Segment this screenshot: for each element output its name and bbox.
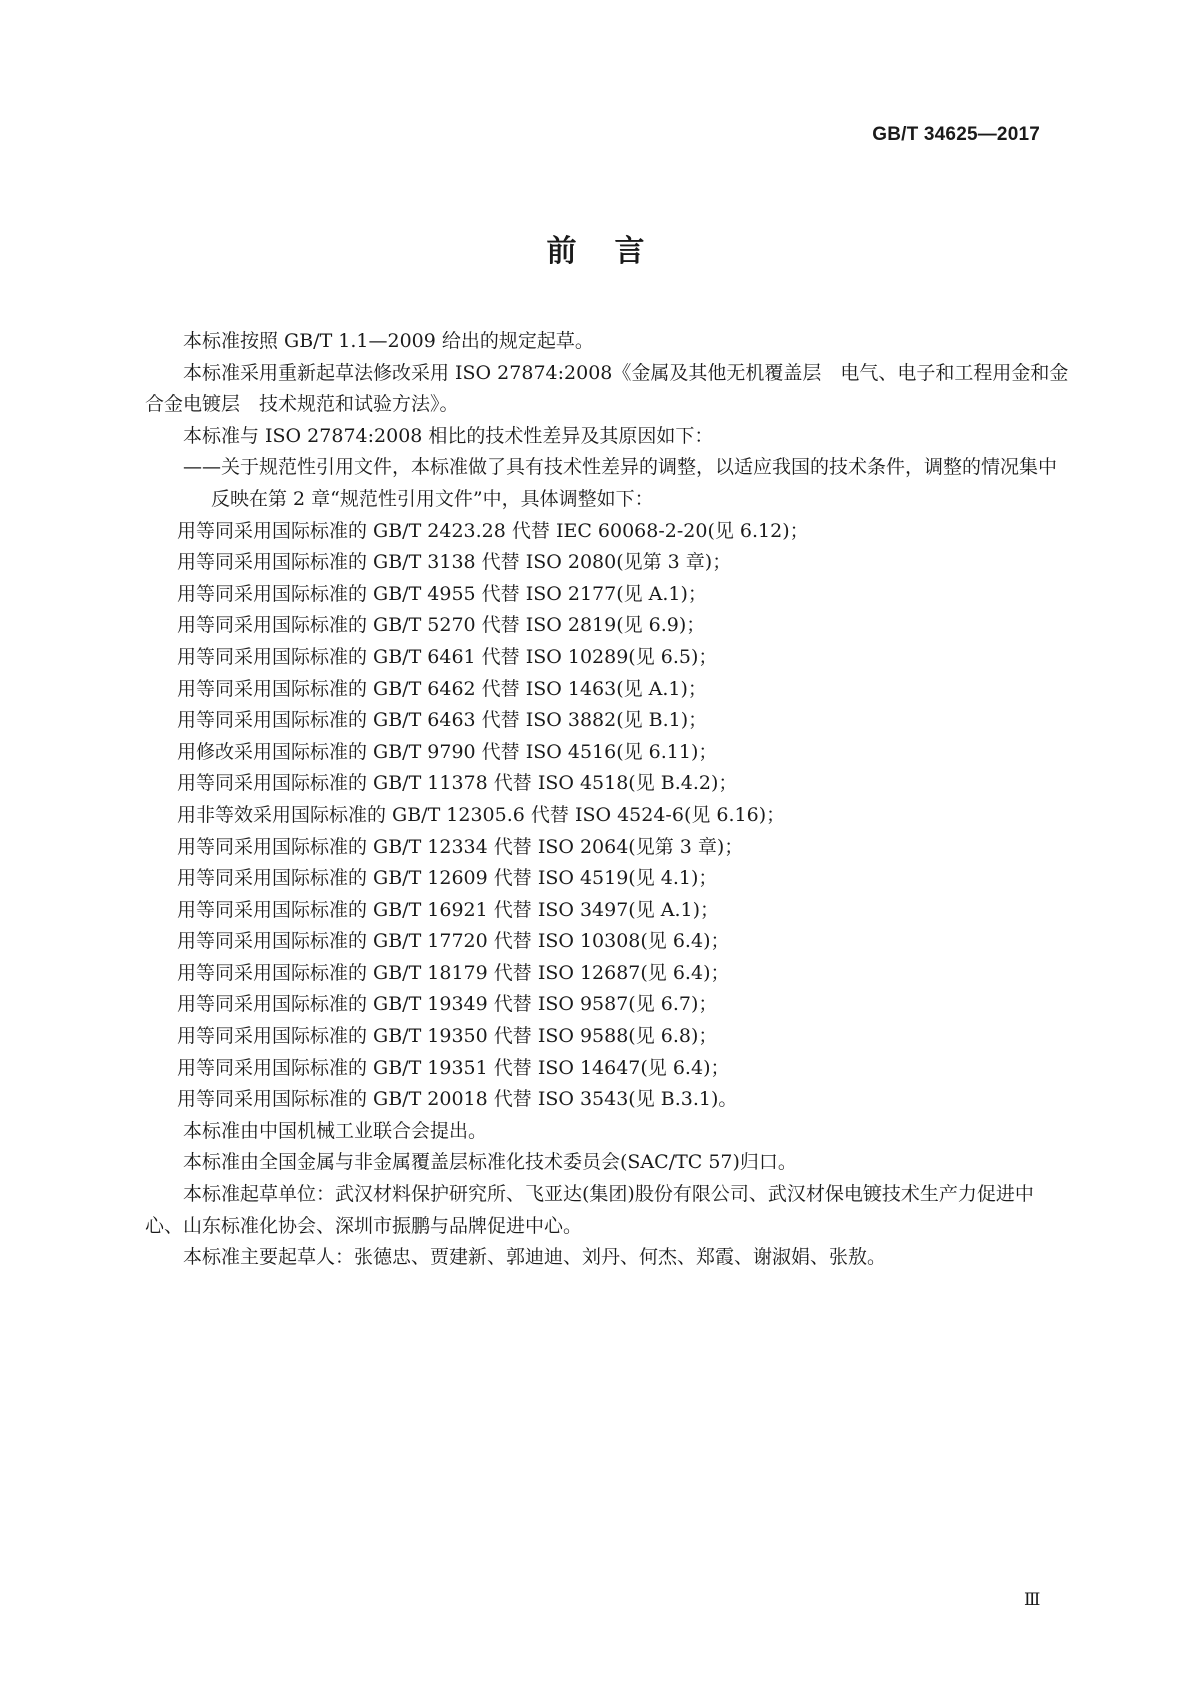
reference-item: 用等同采用国际标准的 GB/T 12609 代替 ISO 4519(见 4.1)； <box>177 867 718 890</box>
reference-item: 用等同采用国际标准的 GB/T 19350 代替 ISO 9588(见 6.8)； <box>177 1025 718 1048</box>
reference-item: 用修改采用国际标准的 GB/T 9790 代替 ISO 4516(见 6.11)； <box>177 740 718 763</box>
paragraph-differences: 本标准与 ISO 27874:2008 相比的技术性差异及其原因如下： <box>183 424 714 447</box>
reference-list <box>145 516 1069 1116</box>
standard-code: GB/T 34625—2017 <box>872 124 1040 145</box>
reference-item: 用等同采用国际标准的 GB/T 19349 代替 ISO 9587(见 6.7)； <box>177 993 718 1016</box>
reference-item: 用等同采用国际标准的 GB/T 19351 代替 ISO 14647(见 6.4)； <box>177 1056 730 1079</box>
reference-item: 用非等效采用国际标准的 GB/T 12305.6 代替 ISO 4524-6(见 6.16)； <box>177 803 786 826</box>
reference-item: 用等同采用国际标准的 GB/T 3138 代替 ISO 2080(见第 3 章)； <box>177 551 732 574</box>
paragraph-committee: 本标准由全国金属与非金属覆盖层标准化技术委员会(SAC/TC 57)归口。 <box>183 1151 797 1174</box>
paragraph-drafting-units: 本标准起草单位：武汉材料保护研究所、飞亚达(集团)股份有限公司、武汉材保电镀技术生产力促进中心、山东标准化协会、深圳市振鹏与品牌促进中心。 <box>145 1183 1034 1237</box>
paragraph-proposer: 本标准由中国机械工业联合会提出。 <box>183 1119 488 1142</box>
reference-item: 用等同采用国际标准的 GB/T 6461 代替 ISO 10289(见 6.5)； <box>177 645 718 668</box>
reference-item: 用等同采用国际标准的 GB/T 20018 代替 ISO 3543(见 B.3.1)。 <box>177 1088 738 1111</box>
reference-item: 用等同采用国际标准的 GB/T 6463 代替 ISO 3882(见 B.1)； <box>177 709 708 732</box>
reference-item: 用等同采用国际标准的 GB/T 4955 代替 ISO 2177(见 A.1)； <box>177 582 707 605</box>
page-title: 前言 <box>546 234 683 269</box>
preface-body <box>145 326 1069 1274</box>
reference-item: 用等同采用国际标准的 GB/T 18179 代替 ISO 12687(见 6.4)； <box>177 961 730 984</box>
page-number: Ⅲ <box>1024 1590 1041 1610</box>
reference-item: 用等同采用国际标准的 GB/T 16921 代替 ISO 3497(见 A.1)； <box>177 898 720 921</box>
reference-item: 用等同采用国际标准的 GB/T 5270 代替 ISO 2819(见 6.9)； <box>177 614 706 637</box>
paragraph-adoption: 本标准采用重新起草法修改采用 ISO 27874:2008《金属及其他无机覆盖层 电气、电子和工程用金和金合金电镀层 技术规范和试验方法》。 <box>145 361 1069 416</box>
dash-list-item: ——关于规范性引用文件，本标准做了具有技术性差异的调整，以适应我国的技术条件，调整的情况集中反映在第 2 章“规范性引用文件”中，具体调整如下： <box>183 456 1058 510</box>
paragraph-drafters: 本标准主要起草人：张德忠、贾建新、郭迪迪、刘丹、何杰、郑霞、谢淑娟、张敖。 <box>183 1246 887 1269</box>
paragraph-drafting-rules: 本标准按照 GB/T 1.1—2009 给出的规定起草。 <box>183 330 594 352</box>
reference-item: 用等同采用国际标准的 GB/T 17720 代替 ISO 10308(见 6.4)； <box>177 930 730 953</box>
reference-item: 用等同采用国际标准的 GB/T 2423.28 代替 IEC 60068-2-20(见 6.12)； <box>177 519 809 542</box>
reference-item: 用等同采用国际标准的 GB/T 12334 代替 ISO 2064(见第 3 章)； <box>177 835 744 858</box>
reference-item: 用等同采用国际标准的 GB/T 6462 代替 ISO 1463(见 A.1)； <box>177 677 707 700</box>
reference-item: 用等同采用国际标准的 GB/T 11378 代替 ISO 4518(见 B.4.2)； <box>177 772 738 795</box>
